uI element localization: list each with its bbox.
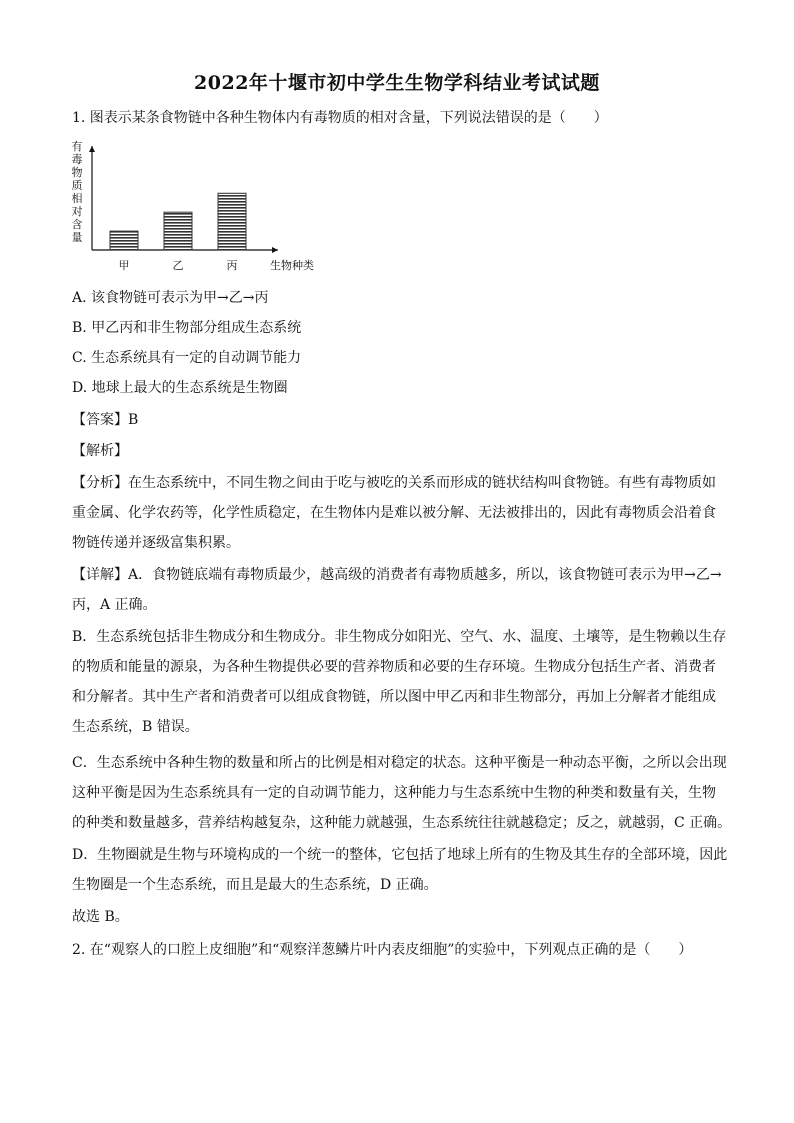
x-axis-label: 生物种类 xyxy=(270,259,314,272)
bar-3 xyxy=(218,193,246,250)
analysis-label: 【解析】 xyxy=(72,443,128,459)
question-1-stem: 1. 图表示某条食物链中各种生物体内有毒物质的相对含量，下列说法错误的是（ ） xyxy=(72,110,608,126)
conclusion-line: 故选 B。 xyxy=(72,909,129,925)
detail-para-line: 这种平衡是因为生态系统具有一定的自动调节能力，这种能力与生态系统中生物的种类和数量有关，生物 xyxy=(72,785,716,801)
detail-para-line: 的物质和能量的源泉，为各种生物提供必要的营养物质和必要的生存环境。生物成分包括生产者、消费者 xyxy=(72,659,716,675)
page-title: 2022年十堰市初中学生生物学科结业考试试题 xyxy=(194,72,600,94)
detail-para-line: 的种类和数量越多，营养结构越复杂，这种能力就越强，生态系统往往就越稳定；反之，就越弱，C 正确。 xyxy=(72,815,732,831)
x-tick-label: 甲 xyxy=(118,259,130,272)
detail-para-line: 【详解】A．食物链底端有毒物质最少，越高级的消费者有毒物质越多，所以，该食物链可表示为甲→乙→ xyxy=(72,567,722,583)
y-axis-label-char: 含 xyxy=(71,218,83,231)
detail-para-line: 生态系统，B 错误。 xyxy=(72,719,199,735)
option-c: C. 生态系统具有一定的自动调节能力 xyxy=(72,350,302,366)
detail-para-line: 和分解者。其中生产者和消费者可以组成食物链，所以图中甲乙丙和非生物部分，再加上分解者才能组成 xyxy=(72,689,716,705)
toxin-bar-chart xyxy=(66,138,326,278)
y-axis-label-char: 物 xyxy=(71,166,83,179)
y-axis-label-char: 有 xyxy=(71,140,83,153)
x-tick-label: 乙 xyxy=(172,259,184,272)
analysis-para-line: 【分析】在生态系统中，不同生物之间由于吃与被吃的关系而形成的链状结构叫食物链。有些有毒物质如 xyxy=(72,475,716,491)
detail-para-line: C．生态系统中各种生物的数量和所占的比例是相对稳定的状态。这种平衡是一种动态平衡，之所以会出现 xyxy=(72,755,727,771)
y-axis-label-char: 量 xyxy=(71,231,83,244)
analysis-para-line: 重金属、化学农药等，化学性质稳定，在生物体内是难以被分解、无法被排出的，因此有毒物质会沿着食 xyxy=(72,505,716,521)
answer-line: 【答案】B xyxy=(72,412,139,428)
analysis-para-line: 物链传递并逐级富集积累。 xyxy=(72,535,240,551)
chart-svg xyxy=(66,138,326,278)
question-2-stem: 2. 在“观察人的口腔上皮细胞”和“观察洋葱鳞片叶内表皮细胞”的实验中，下列观点正确的是（ ） xyxy=(72,942,693,958)
option-a: A. 该食物链可表示为甲→乙→丙 xyxy=(72,290,269,306)
x-axis-arrow xyxy=(272,247,278,253)
bar-2 xyxy=(164,212,192,250)
x-tick-label: 丙 xyxy=(226,259,238,272)
bar-1 xyxy=(110,231,138,250)
y-axis-arrow xyxy=(89,146,95,152)
y-axis-label-char: 质 xyxy=(71,179,83,192)
y-axis-label-char: 对 xyxy=(71,205,83,218)
detail-para-line: 丙，A 正确。 xyxy=(72,597,157,613)
detail-para-line: B．生态系统包括非生物成分和生物成分。非生物成分如阳光、空气、水、温度、土壤等，是生物赖以生存 xyxy=(72,629,727,645)
detail-para-line: D．生物圈就是生物与环境构成的一个统一的整体，它包括了地球上所有的生物及其生存的全部环境，因此 xyxy=(72,847,728,863)
y-axis-label-char: 相 xyxy=(71,192,83,205)
detail-para-line: 生物圈是一个生态系统，而且是最大的生态系统，D 正确。 xyxy=(72,877,438,893)
option-d: D. 地球上最大的生态系统是生物圈 xyxy=(72,380,288,396)
y-axis-label-char: 毒 xyxy=(71,153,83,166)
option-b: B. 甲乙丙和非生物部分组成生态系统 xyxy=(72,320,302,336)
